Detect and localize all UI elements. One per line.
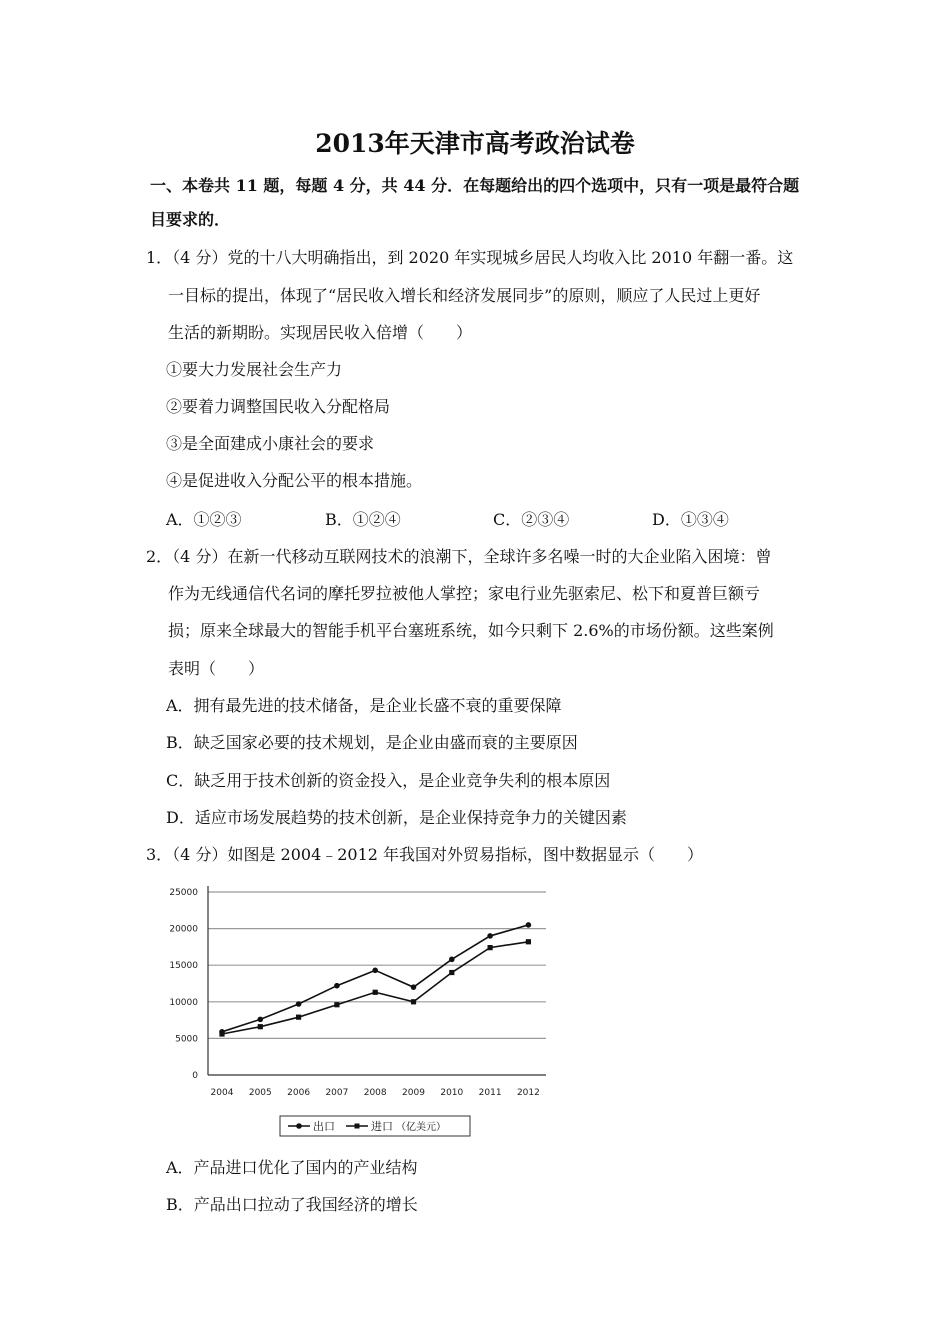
x-tick-label-2005: 2005 — [248, 1088, 272, 1098]
q2-choice-b[interactable]: B．缺乏国家必要的技术规划，是企业由盛而衰的主要原因 — [166, 733, 578, 752]
import-point-2010 — [449, 970, 454, 975]
import-point-2009 — [411, 999, 416, 1004]
x-tick-label-2009: 2009 — [402, 1088, 425, 1098]
x-tick-label-2006: 2006 — [287, 1088, 311, 1098]
q2-line2: 作为无线通信代名词的摩托罗拉被他人掌控；家电行业先驱索尼、松下和夏普巨额亏 — [168, 584, 761, 603]
q1-line3: 生活的新期盼。实现居民收入倍增（ ） — [168, 323, 473, 342]
q1-choice-c[interactable]: C．②③④ — [493, 510, 570, 529]
section-header-line1: 一、本卷共 11 题，每题 4 分，共 44 分．在每题给出的四个选项中，只有一项是最符合题 — [150, 176, 800, 195]
import-point-2005 — [258, 1024, 263, 1029]
q1-item3: ③是全面建成小康社会的要求 — [166, 434, 375, 453]
series-line-import — [222, 942, 528, 1034]
chart-series — [219, 922, 531, 1036]
x-tick-label-2011: 2011 — [478, 1088, 502, 1098]
x-tick-label-2008: 2008 — [363, 1088, 387, 1098]
export-point-2009 — [411, 984, 417, 990]
q2-line1: 2．（4 分）在新一代移动互联网技术的浪潮下，全球许多名噪一时的大企业陷入困境：曾 — [146, 547, 772, 566]
q1-item1: ①要大力发展社会生产力 — [166, 360, 343, 379]
export-point-2005 — [258, 1017, 264, 1023]
chart-x-axis — [208, 1075, 546, 1098]
q1-line1: 1．（4 分）党的十八大明确指出，到 2020 年实现城乡居民人均收入比 2010 年翻一番。这 — [146, 248, 794, 267]
q1-item2: ②要着力调整国民收入分配格局 — [166, 397, 391, 416]
q2-choice-c[interactable]: C．缺乏用于技术创新的资金投入，是企业竞争失利的根本原因 — [166, 771, 611, 790]
q3-choice-a[interactable]: A．产品进口优化了国内的产业结构 — [166, 1158, 418, 1177]
legend-export-marker — [296, 1123, 302, 1129]
x-tick-label-2010: 2010 — [440, 1088, 464, 1098]
import-point-2007 — [334, 1002, 339, 1007]
chart-grid — [208, 892, 546, 1038]
import-point-2008 — [373, 990, 378, 995]
legend-import-label: 进口 — [371, 1120, 393, 1133]
q2-line3: 损；原来全球最大的智能手机平台塞班系统，如今只剩下 2.6%的市场份额。这些案例 — [168, 621, 774, 640]
q3-line1: 3．（4 分）如图是 2004﹣2012 年我国对外贸易指标，图中数据显示（ ） — [146, 845, 704, 864]
export-point-2011 — [487, 933, 493, 939]
section-header-line2: 目要求的． — [150, 210, 231, 229]
import-point-2011 — [488, 945, 493, 950]
q1-choice-b[interactable]: B．①②④ — [325, 510, 401, 529]
y-tick-label-0: 0 — [192, 1071, 198, 1081]
legend-export-label: 出口 — [313, 1120, 335, 1133]
q2-choice-a[interactable]: A．拥有最先进的技术储备，是企业长盛不衰的重要保障 — [166, 696, 562, 715]
q1-choice-a[interactable]: A．①②③ — [166, 510, 242, 529]
x-tick-label-2004: 2004 — [210, 1088, 234, 1098]
y-tick-label-10000: 10000 — [169, 997, 198, 1008]
q3-choice-b[interactable]: B．产品出口拉动了我国经济的增长 — [166, 1195, 418, 1214]
legend-unit: （亿美元） — [396, 1122, 446, 1133]
chart-legend — [280, 1116, 470, 1136]
export-point-2006 — [296, 1001, 302, 1007]
chart-y-axis — [169, 886, 208, 1081]
q1-choice-d[interactable]: D．①③④ — [652, 510, 729, 529]
x-tick-label-2012: 2012 — [516, 1088, 540, 1098]
import-point-2006 — [296, 1015, 301, 1020]
y-tick-label-20000: 20000 — [169, 924, 198, 935]
export-point-2010 — [449, 957, 455, 963]
import-point-2004 — [219, 1031, 224, 1036]
series-line-export — [222, 925, 528, 1032]
export-point-2007 — [334, 983, 340, 989]
trade-chart — [160, 880, 560, 1142]
q1-item4: ④是促进收入分配公平的根本措施。 — [166, 471, 423, 490]
q2-line4: 表明（ ） — [168, 659, 265, 678]
export-point-2012 — [526, 922, 532, 928]
q1-line2: 一目标的提出，体现了“居民收入增长和经济发展同步”的原则，顺应了人民过上更好 — [168, 286, 761, 305]
legend-import-marker — [355, 1124, 360, 1129]
x-tick-label-2007: 2007 — [325, 1088, 349, 1098]
y-tick-label-25000: 25000 — [169, 888, 198, 898]
import-point-2012 — [526, 939, 531, 944]
y-tick-label-5000: 5000 — [175, 1034, 198, 1045]
page-title: 2013年天津市高考政治试卷 — [315, 129, 635, 158]
y-tick-label-15000: 15000 — [169, 961, 198, 972]
q2-choice-d[interactable]: D．适应市场发展趋势的技术创新，是企业保持竞争力的关键因素 — [166, 808, 627, 827]
export-point-2008 — [372, 968, 378, 974]
